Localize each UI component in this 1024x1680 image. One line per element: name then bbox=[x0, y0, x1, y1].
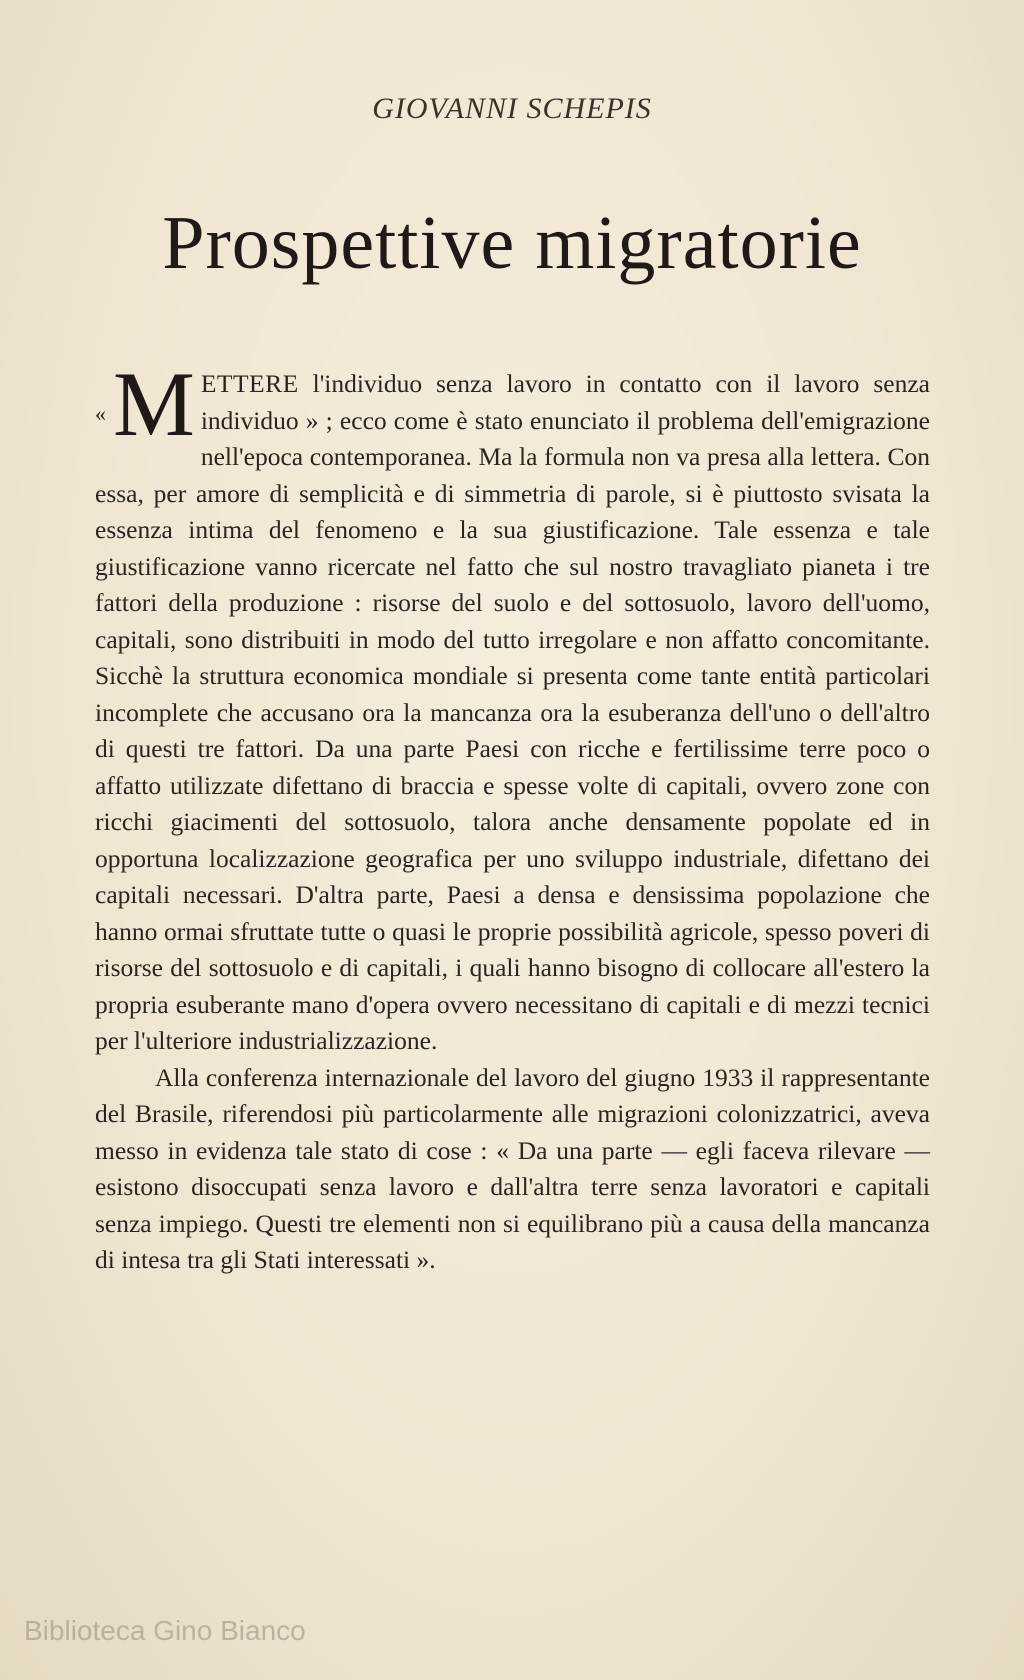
library-watermark: Biblioteca Gino Bianco bbox=[24, 1615, 306, 1646]
author-name: GIOVANNI SCHEPIS bbox=[372, 92, 652, 125]
paragraph-1 bbox=[95, 353, 930, 1060]
paragraph-1-text: l'individuo senza lavoro in contatto con il lavoro senza individuo » ; ecco come è stato enunciato il problema dell'emigrazione nell'epoca contemporanea. Ma la formula non va presa alla lettera. Con essa, per amore di semplicità e di simmetria di parole, si è piuttosto svisata la essenza intima del fenomeno e la sua giustificazione. Tale essenza e tale giustificazione vanno ricercate nel fatto che sul nostro travagliato pianeta i tre fattori della produzione : risorse del suolo e del sottosuolo, lavoro dell'uomo, capitali, sono distribuiti in modo del tutto irregolare e non affatto concomitante. Sicchè la struttura economica mondiale si presenta come tante entità particolari incomplete che accusano ora la mancanza ora la esuberanza dell'uno o dell'altro di questi tre fattori. Da una parte Paesi con ricche e fertilissime terre poco o affatto utilizzate difettano di braccia e spesse volte di capitali, ovvero zone con ricchi giacimenti del sottosuolo, talora anche densamente popolate ed in opportuna localizzazione geografica per uno sviluppo industriale, difettano dei capitali necessari. D'altra parte, Paesi a densa e densissima popolazione che hanno ormai sfruttate tutte o quasi le proprie possibilità agricole, spesso poveri di risorse del sottosuolo e di capitali, i quali hanno bisogno di collocare all'estero la propria esuberante mano d'opera ovvero necessitano di capitali e di mezzi tecnici per l'ulteriore industrializzazione. bbox=[95, 369, 930, 1055]
first-word-smallcaps: ETTERE bbox=[200, 369, 299, 398]
opening-quote-mark: « bbox=[95, 401, 106, 426]
article-title: Prospettive migratorie bbox=[162, 201, 862, 285]
drop-cap: M bbox=[113, 353, 195, 455]
paragraph-2: Alla conferenza internazionale del lavoro del giugno 1933 il rappresentante del Brasile, riferendosi più particolarmente alle migrazioni colonizzatrici, aveva messo in evidenza tale stato di cose : « Da una parte — egli faceva rilevare — esistono disoccupati senza lavoro e dall'altra terre senza lavoratori e capitali senza impiego. Questi tre elementi non si equilibrano più a causa della mancanza di intesa tra gli Stati interessati ». bbox=[95, 1062, 930, 1274]
article-body bbox=[95, 353, 930, 1279]
